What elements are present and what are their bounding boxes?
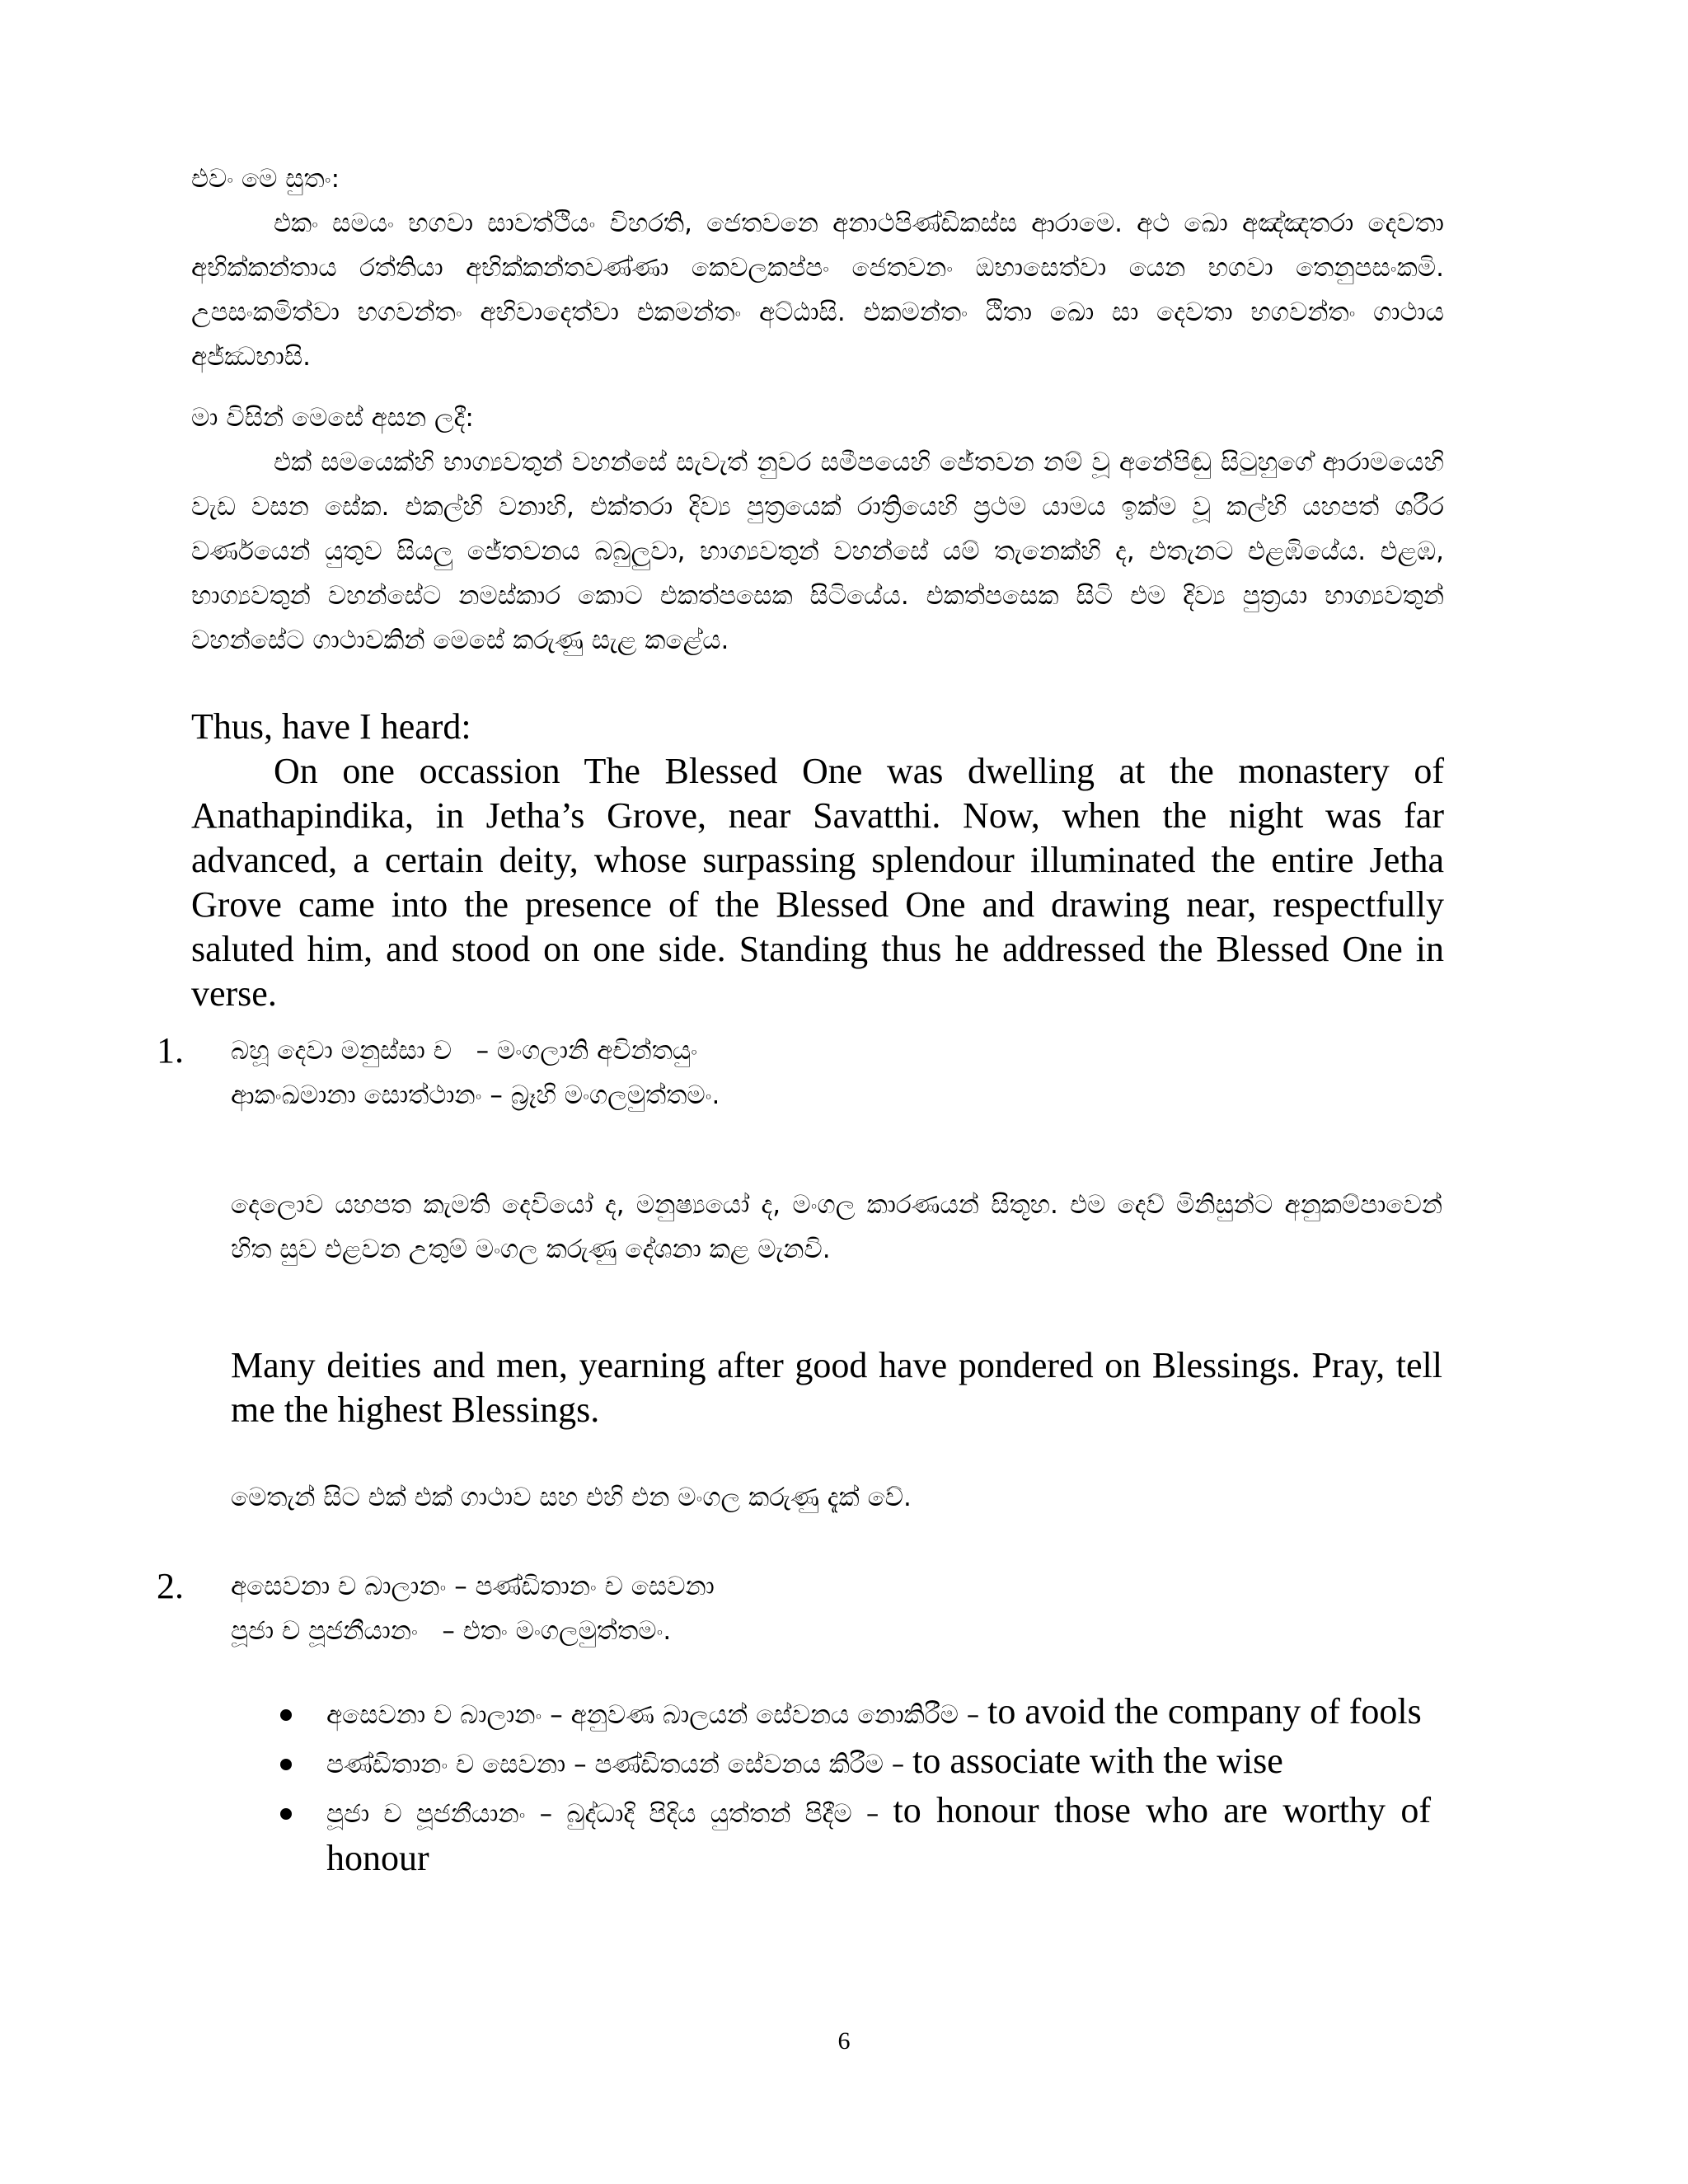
bullet-icon	[280, 1759, 292, 1770]
verse-1	[231, 1029, 1442, 1118]
list-item	[280, 1739, 1451, 1787]
pali-heading: එවං මෙ සුතං:	[191, 164, 340, 194]
bullet-separator: –	[883, 1750, 913, 1779]
bullet-separator: –	[565, 1750, 595, 1779]
bullet-sinhala: අනුවණ බාලයන් සේවනය නොකිරීම	[570, 1700, 959, 1730]
verse-1-english-translation: Many deities and men, yearning after good have pondered on Blessings. Pray, tell me the highest Blessings.	[231, 1345, 1442, 1430]
verse-2-line-1: අසෙවනා ච බාලානං – පණ්ඩිතානං ච සෙවනා	[231, 1572, 715, 1601]
bullet-separator: –	[525, 1799, 567, 1829]
sinhala-heading: මා විසින් මෙසේ අසන ලදී:	[191, 403, 474, 433]
list-item	[280, 1788, 1451, 1881]
verse-1-number: 1.	[157, 1030, 184, 1071]
bullet-english: to honour those who are worthy of honour	[326, 1790, 1431, 1878]
bullet-separator: –	[542, 1700, 571, 1730]
list-item-text	[326, 1690, 1431, 1737]
bullet-pali: අසෙවනා ච බාලානං	[326, 1700, 542, 1730]
bullet-pali: පූජා ච පූජනීයානං	[326, 1799, 526, 1829]
bullet-english: to associate with the wise	[912, 1741, 1283, 1781]
bullet-icon	[280, 1808, 292, 1820]
verse-2-line-2: පූජා ච පූජනීයානං – එතං මංගලමුත්තමං.	[231, 1616, 672, 1646]
bullet-icon	[280, 1709, 292, 1721]
pali-paragraph: එකං සමයං භගවා සාවත්ථියං විහරති, ජෙතවනෙ අනාථපිණ්ඩිකස්ස ආරාමෙ. අථ ඛො අඤ්ඤතරා දෙවතා අභික්කන්තාය රත්තියා අභික්කන්තවණ්ණා කෙවලකප්පං ජෙතවනං ඔභාසෙත්වා යෙන භගවා තෙනුපසංකමි. උපසංකමිත්වා භගවන්තං අභිවාදෙත්වා එකමන්තං අට්ඨාසි. එකමන්තං ඨිතා ඛො සා දෙවතා භගවන්තං ගාථාය අජ්ඣභාසි.	[191, 209, 1444, 372]
verse-2-number: 2.	[157, 1566, 184, 1606]
bullet-separator: –	[851, 1799, 893, 1829]
english-paragraph: On one occassion The Blessed One was dwelling at the monastery of Anathapindika, in Jetha’s Grove, near Savatthi. Now, when the night was far advanced, a certain deity, whose surpassing splendour illuminated the entire Jetha Grove came into the presence of the Blessed One and drawing near, respectfully saluted him, and stood on one side. Standing thus he addressed the Blessed One in verse.	[191, 751, 1444, 1014]
list-item-text	[326, 1788, 1431, 1881]
bullet-pali: පණ්ඩිතානං ච සෙවනා	[326, 1750, 566, 1779]
verse-1-sinhala-explanation: දෙලොව යහපත කැමති දෙවියෝ ද, මනුෂ්‍යයෝ ද, මංගල කාරණයන් සිතූහ. එම දෙව් මිනිසුන්ට අනුකම්පාවෙන් හිත සුව එළවන උතුම් මංගල කරුණු දේශනා කළ මැනවි.	[231, 1190, 1442, 1264]
bullet-separator: –	[958, 1700, 988, 1730]
bullet-sinhala: පණ්ඩිතයන් සේවනය කිරීම	[594, 1750, 884, 1779]
verse-1-line-2: ආකංඛමානා සොත්ථානං – බ්‍රෑහි මංගලමුත්තමං.	[231, 1080, 720, 1110]
verse-2	[231, 1564, 1442, 1653]
verse-1-sinhala-note: මෙතැන් සිට එක් එක් ගාථාව සහ එහි එන මංගල කරුණු දැක් වේ.	[231, 1483, 912, 1512]
list-item	[280, 1690, 1451, 1737]
sinhala-paragraph: එක් සමයෙක්හි භාග්‍යවතුන් වහන්සේ සැවැත් නුවර සමීපයෙහි ජේතවන නම් වූ අනේපිඬු සිටුහුගේ ආරාමයෙහි වැඩ වසන සේක. එකල්හි වනාහි, එක්තරා දිව්‍ය පුත්‍රයෙක් රාත්‍රියෙහි ප්‍රථම යාමය ඉක්ම වූ කල්හි යහපත් ශරීර වර්ණයෙන් යුතුව සියලු ජේතවනය බබුලුවා, භාග්‍යවතුන් වහන්සේ යම් තැනෙක්හි ද, එතැනට එළඹියේය. එළඹ, භාග්‍යවතුන් වහන්සේට නමස්කාර කොට එකත්පසෙක සිටියේය. එකත්පසෙක සිටි එම දිව්‍ය පුත්‍රයා භාග්‍යවතුන් වහන්සේට ගාථාවකින් මෙසේ කරුණු සැළ කළේය.	[191, 448, 1444, 655]
list-item-text	[326, 1739, 1431, 1787]
page-number: 6	[837, 2027, 851, 2055]
bullet-sinhala: බුද්ධාදි පිදිය යුත්තන් පිදීම	[566, 1799, 852, 1829]
blessings-list	[280, 1690, 1451, 1882]
english-heading: Thus, have I heard:	[191, 706, 471, 747]
verse-1-line-1: බහූ දෙවා මනුස්සා ච – මංගලානි අචින්තයුං	[231, 1036, 698, 1066]
bullet-english: to avoid the company of fools	[987, 1691, 1422, 1732]
